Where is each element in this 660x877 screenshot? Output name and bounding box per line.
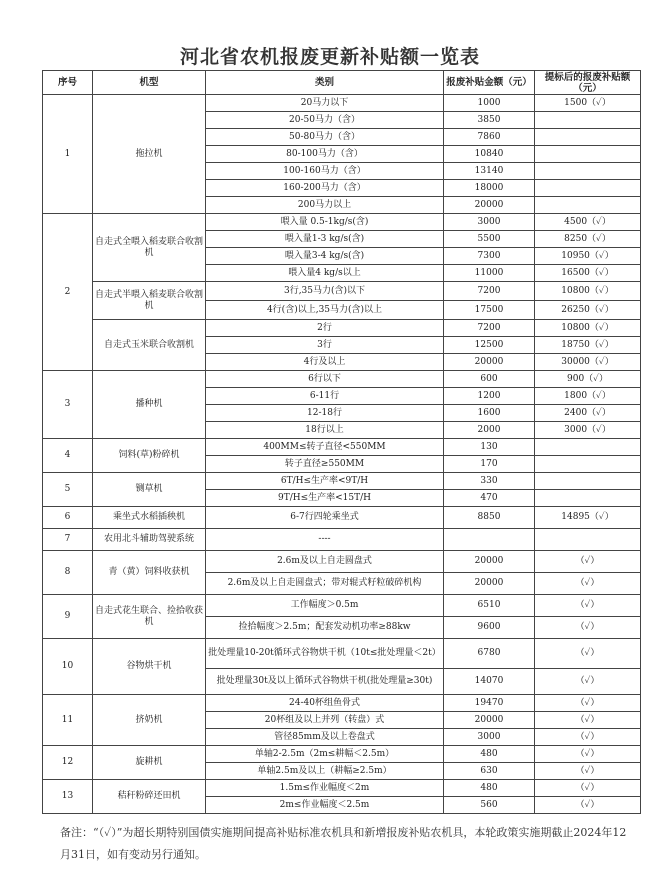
subsidy-cell: 7200 bbox=[444, 282, 535, 301]
raised-subsidy-cell bbox=[535, 490, 641, 507]
subsidy-cell: 20000 bbox=[444, 354, 535, 371]
table-row bbox=[43, 282, 641, 301]
raised-subsidy-cell: 1500（✓） bbox=[535, 95, 641, 112]
category-cell: 50-80马力（含） bbox=[206, 129, 444, 146]
raised-subsidy-cell: 1800（✓） bbox=[535, 388, 641, 405]
category-cell: 喂入量 0.5-1kg/s(含) bbox=[206, 214, 444, 231]
footnote: 备注：“（✓）”为超长期特别国债实施期间提高补贴标准农机具和新增报废补贴农机具，本轮政策实施期截止2024年12月31日，如有变动另行通知。 bbox=[60, 826, 627, 861]
machine-type-cell: 旋耕机 bbox=[93, 746, 206, 780]
subsidy-cell: 480 bbox=[444, 746, 535, 763]
subsidy-cell: 18000 bbox=[444, 180, 535, 197]
table-row bbox=[43, 214, 641, 231]
subsidy-cell: 17500 bbox=[444, 301, 535, 320]
subsidy-cell: 7200 bbox=[444, 320, 535, 337]
category-cell: ---- bbox=[206, 529, 444, 551]
raised-subsidy-cell bbox=[535, 439, 641, 456]
table-header-row bbox=[43, 71, 641, 95]
subsidy-cell: 3850 bbox=[444, 112, 535, 129]
category-cell: 6T/H≤生产率<9T/H bbox=[206, 473, 444, 490]
category-cell: 管径85mm及以上卷盘式 bbox=[206, 729, 444, 746]
raised-subsidy-cell: 8250（✓） bbox=[535, 231, 641, 248]
raised-subsidy-cell: 10950（✓） bbox=[535, 248, 641, 265]
subsidy-cell bbox=[444, 529, 535, 551]
category-cell: 80-100马力（含） bbox=[206, 146, 444, 163]
subsidy-cell: 20000 bbox=[444, 551, 535, 573]
category-cell: 400MM≤转子直径<550MM bbox=[206, 439, 444, 456]
machine-type-cell: 自走式半喂入稻麦联合收割机 bbox=[93, 282, 206, 320]
category-cell: 工作幅度＞0.5m bbox=[206, 595, 444, 617]
raised-subsidy-cell bbox=[535, 180, 641, 197]
category-cell: 3行,35马力(含)以下 bbox=[206, 282, 444, 301]
raised-subsidy-cell: （✓） bbox=[535, 712, 641, 729]
seq-cell: 12 bbox=[43, 746, 93, 780]
subsidy-cell: 330 bbox=[444, 473, 535, 490]
raised-subsidy-cell: （✓） bbox=[535, 551, 641, 573]
machine-type-cell: 饲料(草)粉碎机 bbox=[93, 439, 206, 473]
raised-subsidy-cell bbox=[535, 146, 641, 163]
raised-subsidy-cell: （✓） bbox=[535, 746, 641, 763]
table-body bbox=[43, 95, 641, 814]
machine-type-cell: 自走式花生联合、捡拾收获机 bbox=[93, 595, 206, 639]
raised-subsidy-cell: 26250（✓） bbox=[535, 301, 641, 320]
machine-type-cell: 挤奶机 bbox=[93, 695, 206, 746]
category-cell: 单轴2.5m及以上（耕幅≥2.5m） bbox=[206, 763, 444, 780]
table-row bbox=[43, 695, 641, 712]
raised-subsidy-cell: 10800（✓） bbox=[535, 282, 641, 301]
subsidy-cell: 1200 bbox=[444, 388, 535, 405]
raised-subsidy-cell: （✓） bbox=[535, 573, 641, 595]
raised-subsidy-cell: 14895（✓） bbox=[535, 507, 641, 529]
subsidy-cell: 470 bbox=[444, 490, 535, 507]
category-cell: 200马力以上 bbox=[206, 197, 444, 214]
table-row bbox=[43, 507, 641, 529]
raised-subsidy-cell: （✓） bbox=[535, 797, 641, 814]
machine-type-cell: 青（黄）饲料收获机 bbox=[93, 551, 206, 595]
category-cell: 喂入量1-3 kg/s(含) bbox=[206, 231, 444, 248]
subsidy-cell: 20000 bbox=[444, 712, 535, 729]
table-row bbox=[43, 371, 641, 388]
seq-cell: 11 bbox=[43, 695, 93, 746]
category-cell: 3行 bbox=[206, 337, 444, 354]
category-cell: 喂入量4 kg/s以上 bbox=[206, 265, 444, 282]
raised-subsidy-cell bbox=[535, 129, 641, 146]
category-cell: 24-40杯组鱼骨式 bbox=[206, 695, 444, 712]
header-type: 机型 bbox=[93, 71, 206, 95]
table-row bbox=[43, 439, 641, 456]
category-cell: 20杯组及以上并列（转盘）式 bbox=[206, 712, 444, 729]
machine-type-cell: 农用北斗辅助驾驶系统 bbox=[93, 529, 206, 551]
machine-type-cell: 铡草机 bbox=[93, 473, 206, 507]
category-cell: 单轴2-2.5m（2m≤耕幅＜2.5m） bbox=[206, 746, 444, 763]
category-cell: 20-50马力（含） bbox=[206, 112, 444, 129]
subsidy-cell: 20000 bbox=[444, 573, 535, 595]
subsidy-cell: 3000 bbox=[444, 729, 535, 746]
subsidy-cell: 9600 bbox=[444, 617, 535, 639]
machine-type-cell: 秸秆粉碎还田机 bbox=[93, 780, 206, 814]
subsidy-cell: 480 bbox=[444, 780, 535, 797]
table-row bbox=[43, 95, 641, 112]
table-row bbox=[43, 595, 641, 617]
raised-subsidy-cell: （✓） bbox=[535, 780, 641, 797]
subsidy-cell: 11000 bbox=[444, 265, 535, 282]
category-cell: 100-160马力（含） bbox=[206, 163, 444, 180]
raised-subsidy-cell: （✓） bbox=[535, 729, 641, 746]
category-cell: 160-200马力（含） bbox=[206, 180, 444, 197]
subsidy-cell: 6510 bbox=[444, 595, 535, 617]
machine-type-cell: 乘坐式水稻插秧机 bbox=[93, 507, 206, 529]
raised-subsidy-cell: 3000（✓） bbox=[535, 422, 641, 439]
subsidy-cell: 14070 bbox=[444, 669, 535, 695]
subsidy-cell: 6780 bbox=[444, 639, 535, 669]
subsidy-cell: 20000 bbox=[444, 197, 535, 214]
table-row bbox=[43, 746, 641, 763]
raised-subsidy-cell bbox=[535, 473, 641, 490]
seq-cell: 4 bbox=[43, 439, 93, 473]
category-cell: 6行以下 bbox=[206, 371, 444, 388]
raised-subsidy-cell bbox=[535, 529, 641, 551]
raised-subsidy-cell bbox=[535, 112, 641, 129]
subsidy-cell: 630 bbox=[444, 763, 535, 780]
category-cell: 批处理量30t及以上循环式谷物烘干机(批处理量≥30t) bbox=[206, 669, 444, 695]
raised-subsidy-cell: （✓） bbox=[535, 695, 641, 712]
subsidy-table bbox=[42, 70, 641, 814]
subsidy-cell: 7300 bbox=[444, 248, 535, 265]
raised-subsidy-cell: （✓） bbox=[535, 639, 641, 669]
raised-subsidy-cell bbox=[535, 456, 641, 473]
header-subsidy: 报废补贴金额（元） bbox=[444, 71, 535, 95]
seq-cell: 1 bbox=[43, 95, 93, 214]
seq-cell: 10 bbox=[43, 639, 93, 695]
seq-cell: 3 bbox=[43, 371, 93, 439]
machine-type-cell: 播种机 bbox=[93, 371, 206, 439]
subsidy-cell: 19470 bbox=[444, 695, 535, 712]
table-row bbox=[43, 639, 641, 669]
subsidy-cell: 5500 bbox=[444, 231, 535, 248]
seq-cell: 7 bbox=[43, 529, 93, 551]
header-category: 类别 bbox=[206, 71, 444, 95]
category-cell: 9T/H≤生产率<15T/H bbox=[206, 490, 444, 507]
table-row bbox=[43, 551, 641, 573]
subsidy-cell: 1000 bbox=[444, 95, 535, 112]
machine-type-cell: 拖拉机 bbox=[93, 95, 206, 214]
table-row bbox=[43, 780, 641, 797]
category-cell: 4行及以上 bbox=[206, 354, 444, 371]
seq-cell: 13 bbox=[43, 780, 93, 814]
category-cell: 捡拾幅度＞2.5m；配套发动机功率≥88kw bbox=[206, 617, 444, 639]
header-raised: 提标后的报废补贴额（元） bbox=[535, 71, 641, 95]
category-cell: 12-18行 bbox=[206, 405, 444, 422]
category-cell: 批处理量10-20t循环式谷物烘干机（10t≤批处理量＜2t） bbox=[206, 639, 444, 669]
seq-cell: 2 bbox=[43, 214, 93, 371]
page-title: 河北省农机报废更新补贴额一览表 bbox=[179, 46, 480, 68]
raised-subsidy-cell: 2400（✓） bbox=[535, 405, 641, 422]
subsidy-cell: 7860 bbox=[444, 129, 535, 146]
category-cell: 4行(含)以上,35马力(含)以上 bbox=[206, 301, 444, 320]
raised-subsidy-cell: 4500（✓） bbox=[535, 214, 641, 231]
raised-subsidy-cell: （✓） bbox=[535, 669, 641, 695]
category-cell: 2m≤作业幅度＜2.5m bbox=[206, 797, 444, 814]
raised-subsidy-cell: （✓） bbox=[535, 595, 641, 617]
machine-type-cell: 自走式玉米联合收割机 bbox=[93, 320, 206, 371]
machine-type-cell: 谷物烘干机 bbox=[93, 639, 206, 695]
raised-subsidy-cell: （✓） bbox=[535, 763, 641, 780]
raised-subsidy-cell: 900（✓） bbox=[535, 371, 641, 388]
category-cell: 喂入量3-4 kg/s(含) bbox=[206, 248, 444, 265]
category-cell: 2.6m及以上自走圆盘式；带对辊式籽粒破碎机构 bbox=[206, 573, 444, 595]
raised-subsidy-cell: 18750（✓） bbox=[535, 337, 641, 354]
raised-subsidy-cell: 16500（✓） bbox=[535, 265, 641, 282]
category-cell: 6-11行 bbox=[206, 388, 444, 405]
subsidy-cell: 170 bbox=[444, 456, 535, 473]
raised-subsidy-cell bbox=[535, 163, 641, 180]
category-cell: 2行 bbox=[206, 320, 444, 337]
category-cell: 1.5m≤作业幅度＜2m bbox=[206, 780, 444, 797]
subsidy-cell: 130 bbox=[444, 439, 535, 456]
header-seq: 序号 bbox=[43, 71, 93, 95]
subsidy-cell: 3000 bbox=[444, 214, 535, 231]
raised-subsidy-cell: 10800（✓） bbox=[535, 320, 641, 337]
subsidy-cell: 12500 bbox=[444, 337, 535, 354]
subsidy-cell: 10840 bbox=[444, 146, 535, 163]
category-cell: 转子直径≥550MM bbox=[206, 456, 444, 473]
raised-subsidy-cell: （✓） bbox=[535, 617, 641, 639]
table-row bbox=[43, 529, 641, 551]
category-cell: 2.6m及以上自走圆盘式 bbox=[206, 551, 444, 573]
raised-subsidy-cell bbox=[535, 197, 641, 214]
seq-cell: 9 bbox=[43, 595, 93, 639]
seq-cell: 6 bbox=[43, 507, 93, 529]
machine-type-cell: 自走式全喂入稻麦联合收割机 bbox=[93, 214, 206, 282]
seq-cell: 8 bbox=[43, 551, 93, 595]
subsidy-cell: 560 bbox=[444, 797, 535, 814]
subsidy-cell: 13140 bbox=[444, 163, 535, 180]
subsidy-cell: 8850 bbox=[444, 507, 535, 529]
raised-subsidy-cell: 30000（✓） bbox=[535, 354, 641, 371]
table-row bbox=[43, 320, 641, 337]
category-cell: 18行以上 bbox=[206, 422, 444, 439]
category-cell: 20马力以下 bbox=[206, 95, 444, 112]
seq-cell: 5 bbox=[43, 473, 93, 507]
subsidy-cell: 2000 bbox=[444, 422, 535, 439]
subsidy-cell: 600 bbox=[444, 371, 535, 388]
category-cell: 6-7行四轮乘坐式 bbox=[206, 507, 444, 529]
subsidy-cell: 1600 bbox=[444, 405, 535, 422]
table-row bbox=[43, 473, 641, 490]
